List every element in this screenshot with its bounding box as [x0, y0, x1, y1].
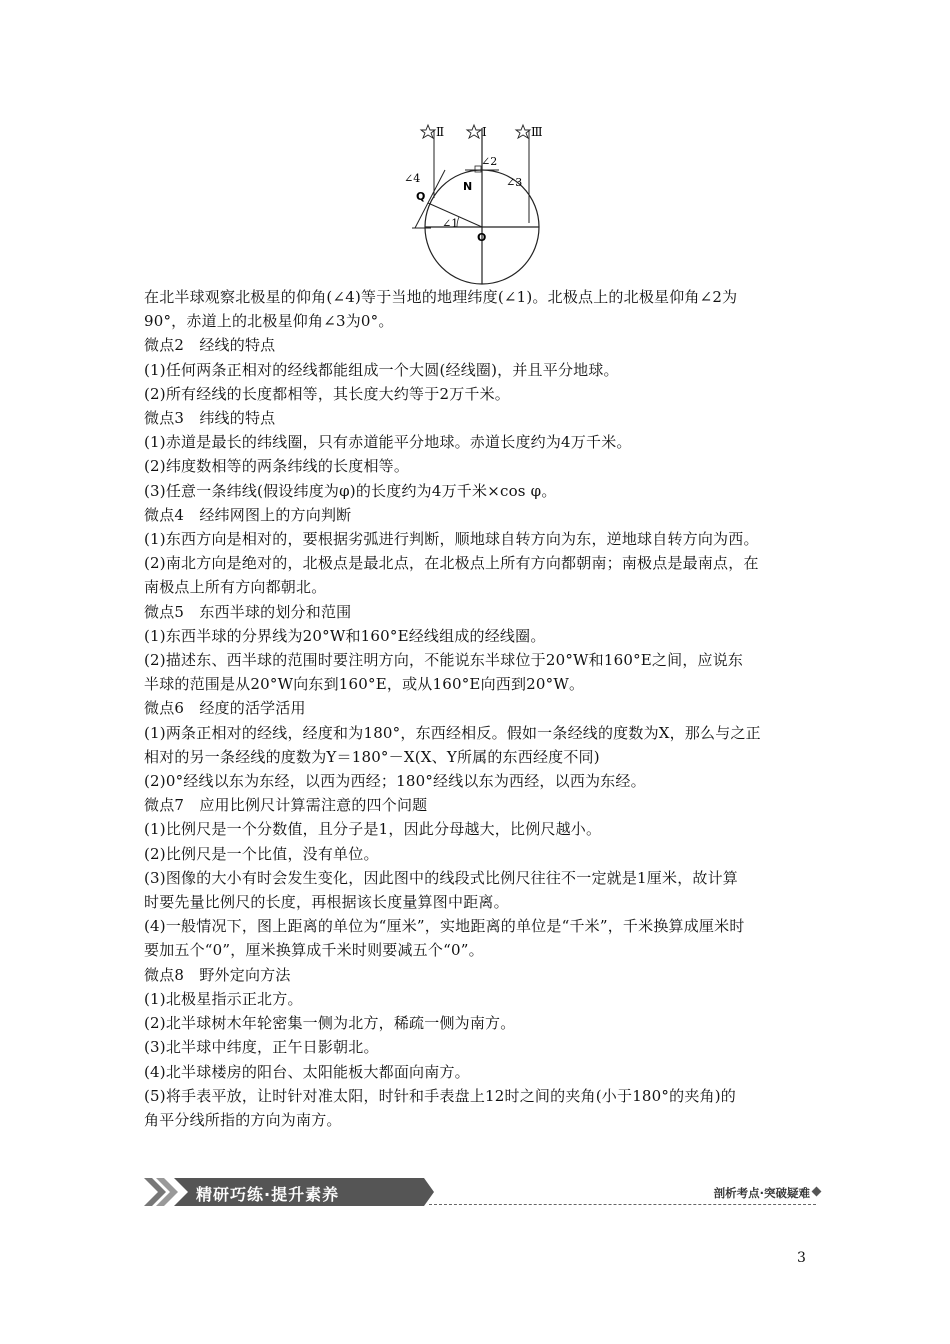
angle-label: ∠3 [506, 176, 523, 189]
banner-subtitle: 剖析考点·突破疑难 [713, 1186, 810, 1200]
text-line: (4)一般情况下，图上距离的单位为“厘米”，实地距离的单位是“千米”，千米换算成厘米时 [144, 917, 745, 936]
text-line: 在北半球观察北极星的仰角(∠4)等于当地的地理纬度(∠1)。北极点上的北极星仰角∠2为 [144, 288, 738, 306]
text-line: 角平分线所指的方向为南方。 [144, 1110, 342, 1129]
text-line: (2)南北方向是绝对的，北极点是最北点，在北极点上所有方向都朝南；南极点是最南点，在 [144, 554, 759, 573]
polaris-elevation-diagram [395, 118, 565, 290]
text-line: (3)图像的大小有时会发生变化，因此图中的线段式比例尺往往不一定就是1厘米，故计算 [144, 868, 738, 887]
text-line: (2)比例尺是一个比值，没有单位。 [144, 844, 379, 863]
text-line: (2)0°经线以东为东经，以西为西经；180°经线以东为西经，以西为东经。 [144, 772, 646, 791]
section-heading: 微点7 应用比例尺计算需注意的四个问题 [144, 796, 428, 815]
body-text [144, 285, 814, 1132]
banner-rule [429, 1204, 816, 1205]
text-line: 相对的另一条经线的度数为Y＝180°－X(X、Y所属的东西经度不同) [144, 747, 600, 766]
point-label: Q [416, 190, 426, 203]
star-label: Ⅰ [482, 125, 487, 139]
star-icon [421, 125, 435, 138]
text-line: (2)纬度数相等的两条纬线的长度相等。 [144, 457, 410, 476]
angle-label: ∠4 [404, 172, 421, 185]
text-line: 要加五个“0”，厘米换算成千米时则要减五个“0”。 [144, 941, 484, 960]
text-line: (3)北半球中纬度，正午日影朝北。 [144, 1038, 379, 1057]
text-line: (1)东西半球的分界线为20°W和160°E经线组成的经线圈。 [144, 626, 546, 645]
text-line: 南极点上所有方向都朝北。 [144, 578, 327, 597]
star-icon [516, 125, 530, 138]
point-label: O [477, 231, 487, 244]
section-heading: 微点8 野外定向方法 [144, 965, 291, 984]
text-line: (2)北半球树木年轮密集一侧为北方，稀疏一侧为南方。 [144, 1014, 516, 1033]
text-line: (3)任意一条纬线(假设纬度为φ)的长度约为4万千米×cos φ。 [144, 481, 557, 500]
banner-title: 精研巧练·提升素养 [196, 1185, 340, 1204]
text-line: 时要先量比例尺的长度，再根据该长度量算图中距离。 [144, 893, 509, 912]
text-line: 90°，赤道上的北极星仰角∠3为0°。 [144, 312, 394, 331]
text-line: (1)东西方向是相对的，要根据劣弧进行判断，顺地球自转方向为东，逆地球自转方向为西。 [144, 530, 759, 549]
diamond-icon [812, 1187, 822, 1197]
text-line: (1)任何两条正相对的经线都能组成一个大圆(经线圈)，并且平分地球。 [144, 360, 619, 379]
section-heading: 微点6 经度的活学活用 [144, 699, 306, 718]
text-line: 半球的范围是从20°W向东到160°E，或从160°E向西到20°W。 [144, 675, 585, 694]
point-label: N [463, 180, 473, 193]
text-line: (2)所有经线的长度都相等，其长度大约等于2万千米。 [144, 384, 510, 403]
section-heading: 微点5 东西半球的划分和范围 [144, 602, 352, 621]
section-banner [144, 1176, 816, 1208]
text-line: (1)两条正相对的经线，经度和为180°，东西经相反。假如一条经线的度数为X，那么与之正 [144, 723, 761, 742]
section-heading: 微点4 经纬网图上的方向判断 [144, 505, 352, 524]
text-line: (1)赤道是最长的纬线圈，只有赤道能平分地球。赤道长度约为4万千米。 [144, 433, 632, 452]
text-line: (5)将手表平放，让时针对准太阳，时针和手表盘上12时之间的夹角(小于180°的夹角)的 [144, 1086, 736, 1105]
star-label: Ⅲ [531, 125, 543, 139]
star-icon [467, 125, 481, 138]
text-line: (1)北极星指示正北方。 [144, 989, 303, 1008]
angle-label: ∠2 [481, 155, 498, 168]
text-line: (1)比例尺是一个分数值，且分子是1，因此分母越大，比例尺越小。 [144, 820, 602, 839]
section-heading: 微点3 纬线的特点 [144, 409, 276, 428]
section-heading: 微点2 经线的特点 [144, 336, 276, 355]
angle-label: ∠1 [442, 217, 459, 230]
star-label: Ⅱ [436, 125, 445, 139]
text-line: (2)描述东、西半球的范围时要注明方向，不能说东半球位于20°W和160°E之间，应说东 [144, 651, 744, 670]
text-line: (4)北半球楼房的阳台、太阳能板大都面向南方。 [144, 1062, 470, 1081]
page-number: 3 [797, 1250, 806, 1266]
